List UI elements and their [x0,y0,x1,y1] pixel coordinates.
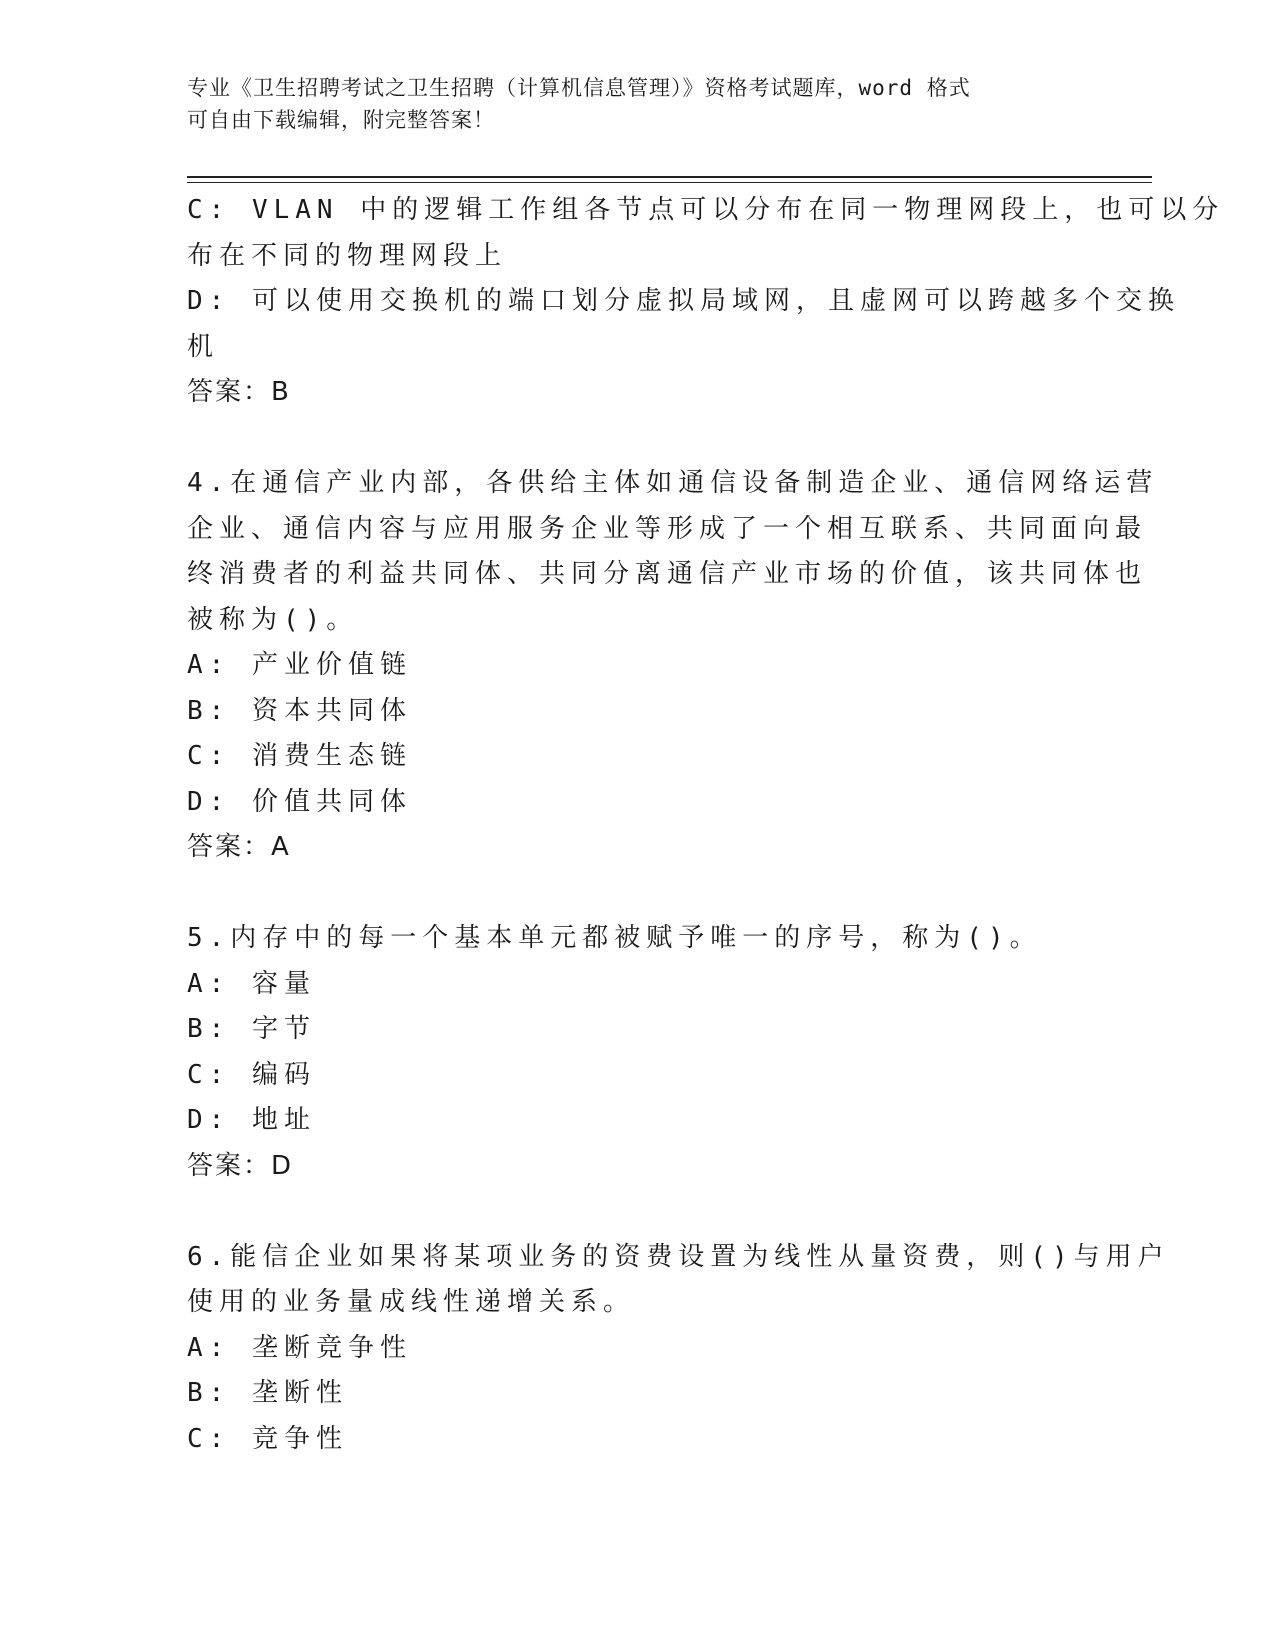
q5-stem-line-1: 5.内存中的每一个基本单元都被赋予唯一的序号，称为()。 [187,923,1042,953]
header-title-line-1: 专业《卫生招聘考试之卫生招聘（计算机信息管理）》资格考试题库，word 格式 [187,76,971,100]
q4-option-c: C: 消费生态链 [187,741,412,771]
q4-option-b: B: 资本共同体 [187,695,412,726]
q6-option-b: B: 垄断性 [187,1378,348,1408]
q4-answer: 答案：A [187,832,291,862]
spacer [187,416,1087,462]
header-title-line-2: 可自由下载编辑，附完整答案！ [187,108,495,132]
question-content [187,188,1225,1462]
q6-stem-line-1: 6.能信企业如果将某项业务的资费设置为线性从量资费，则()与用户 [187,1241,1170,1272]
spacer [187,1189,1087,1235]
q4-stem-line-4: 被称为()。 [187,604,359,635]
q5-option-a: A: 容量 [187,968,316,999]
q6-stem-line-2: 使用的业务量成线性递增关系。 [187,1287,636,1317]
header-divider-thick [187,176,1152,178]
q4-stem-line-3: 终消费者的利益共同体、共同分离通信产业市场的价值，该共同体也 [187,559,1148,589]
q5-option-c: C: 编码 [187,1059,316,1090]
q5-option-b: B: 字节 [187,1014,316,1044]
document-header [187,72,1067,136]
q4-stem-line-1: 4.在通信产业内部，各供给主体如通信设备制造企业、通信网络运营 [187,468,1159,498]
q3-answer: 答案：B [187,377,291,407]
q6-option-c: C: 竞争性 [187,1423,348,1454]
q4-stem-line-2: 企业、通信内容与应用服务企业等形成了一个相互联系、共同面向最 [187,513,1148,544]
q5-option-d: D: 地址 [187,1105,316,1135]
header-divider-thin [187,182,1152,183]
q5-answer: 答案：D [187,1150,294,1181]
q4-option-a: A: 产业价值链 [187,650,412,680]
q3-option-d-line-2: 机 [187,331,220,362]
question-6-block [187,1235,1170,1463]
spacer [187,871,1087,917]
question-3-block [187,188,1225,416]
q4-option-d: D: 价值共同体 [187,786,412,817]
q3-option-c-line-1: C: VLAN 中的逻辑工作组各节点可以分布在同一物理网段上，也可以分 [187,195,1225,225]
question-4-block [187,461,1159,871]
q6-option-a: A: 垄断竞争性 [187,1332,412,1363]
question-5-block [187,916,1087,1189]
q3-option-d-line-1: D: 可以使用交换机的端口划分虚拟局域网，且虚网可以跨越多个交换 [187,286,1180,316]
q3-option-c-line-2: 布在不同的物理网段上 [187,240,508,271]
